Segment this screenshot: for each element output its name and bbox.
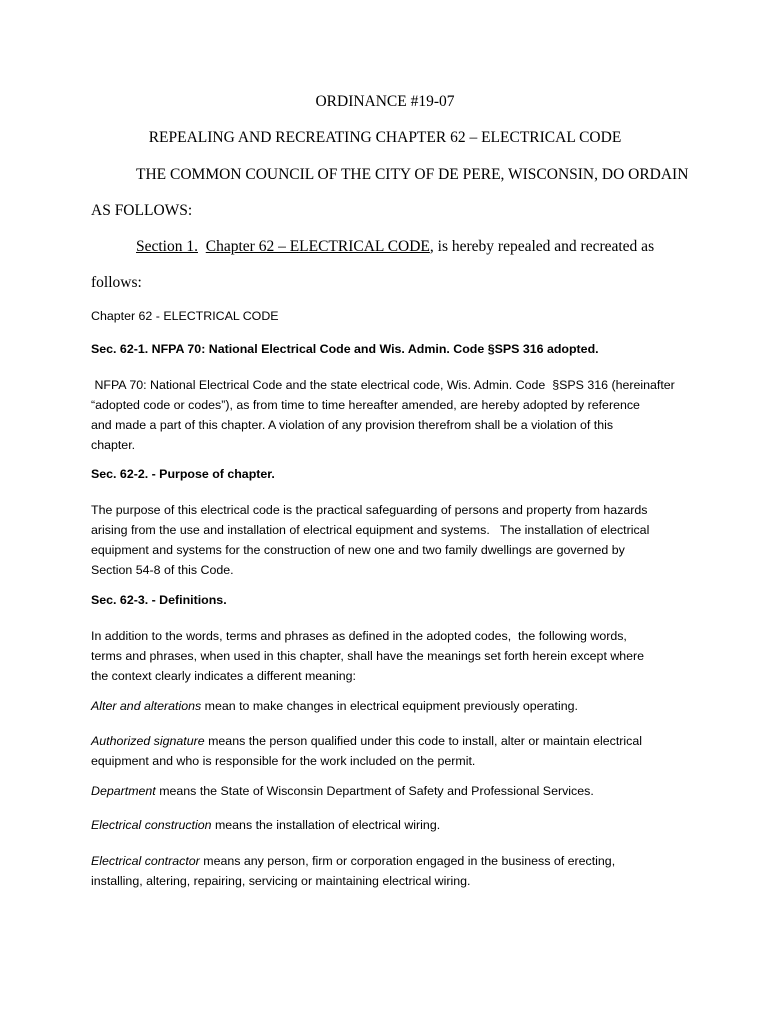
definition-authorized-signature xyxy=(91,731,681,771)
definition-term: Department xyxy=(91,784,156,798)
sec-62-2-line: equipment and systems for the construction of new one and two family dwellings are governed by xyxy=(91,543,625,557)
definition-text: means the State of Wisconsin Department of Safety and Professional Services. xyxy=(155,784,594,798)
definition-term: Authorized signature xyxy=(91,734,205,748)
definition-term: Electrical contractor xyxy=(91,854,200,868)
ordinance-title: REPEALING AND RECREATING CHAPTER 62 – ELECTRICAL CODE xyxy=(148,129,622,146)
definition-term: Electrical construction xyxy=(91,818,212,832)
sec-62-1-body xyxy=(91,375,681,455)
definition-text: means the installation of electrical wiring. xyxy=(211,818,441,832)
definition-text: mean to make changes in electrical equipment previously operating. xyxy=(201,699,578,713)
definition-department xyxy=(91,784,594,798)
section-1-text: , is hereby repealed and recreated as xyxy=(429,238,655,255)
sec-62-2-line: The purpose of this electrical code is the practical safeguarding of persons and property from hazards xyxy=(91,503,648,517)
definition-text-continued: equipment and who is responsible for the work included on the permit. xyxy=(91,754,476,768)
section-1-chapter-ref: Chapter 62 – ELECTRICAL CODE xyxy=(205,238,430,255)
definition-text: means the person qualified under this code to install, alter or maintain electrical xyxy=(204,734,643,748)
definition-electrical-contractor xyxy=(91,851,681,891)
definition-electrical-construction xyxy=(91,818,440,832)
definition-text-continued: installing, altering, repairing, servicing or maintaining electrical wiring. xyxy=(91,874,471,888)
sec-62-1-heading: Sec. 62-1. NFPA 70: National Electrical Code and Wis. Admin. Code §SPS 316 adopted. xyxy=(91,342,599,356)
sec-62-1-line: NFPA 70: National Electrical Code and the state electrical code, Wis. Admin. Code §SPS 316 (hereinafter xyxy=(91,378,675,392)
sec-62-2-line: arising from the use and installation of electrical equipment and systems. The installation of electrical xyxy=(91,523,650,537)
definition-term: Alter and alterations xyxy=(91,699,202,713)
section-1-continuation: follows: xyxy=(91,274,142,291)
ordinance-number: ORDINANCE #19-07 xyxy=(315,93,455,110)
ordain-line: THE COMMON COUNCIL OF THE CITY OF DE PERE, WISCONSIN, DO ORDAIN xyxy=(136,166,689,183)
sec-62-1-line: and made a part of this chapter. A violation of any provision therefrom shall be a violation of this xyxy=(91,418,614,432)
sec-62-2-body xyxy=(91,500,681,580)
sec-62-3-heading: Sec. 62-3. - Definitions. xyxy=(91,593,227,607)
definition-text: means any person, firm or corporation engaged in the business of erecting, xyxy=(199,854,616,868)
as-follows: AS FOLLOWS: xyxy=(91,202,193,219)
sec-62-1-line: chapter. xyxy=(91,438,136,452)
section-1-label: Section 1. xyxy=(136,238,198,255)
sec-62-2-heading: Sec. 62-2. - Purpose of chapter. xyxy=(91,467,275,481)
sec-62-3-intro-line: In addition to the words, terms and phrases as defined in the adopted codes, the following words, xyxy=(91,629,627,643)
sec-62-3-intro-line: terms and phrases, when used in this chapter, shall have the meanings set forth herein except where xyxy=(91,649,645,663)
sec-62-3-intro-line: the context clearly indicates a different meaning: xyxy=(91,669,356,683)
sec-62-1-line: “adopted code or codes”), as from time to time hereafter amended, are hereby adopted by reference xyxy=(91,398,640,412)
sec-62-2-line: Section 54-8 of this Code. xyxy=(91,563,234,577)
definition-alter xyxy=(91,699,578,713)
sec-62-3-intro xyxy=(91,626,681,686)
section-1-line xyxy=(136,238,654,256)
chapter-heading: Chapter 62 - ELECTRICAL CODE xyxy=(91,309,279,323)
